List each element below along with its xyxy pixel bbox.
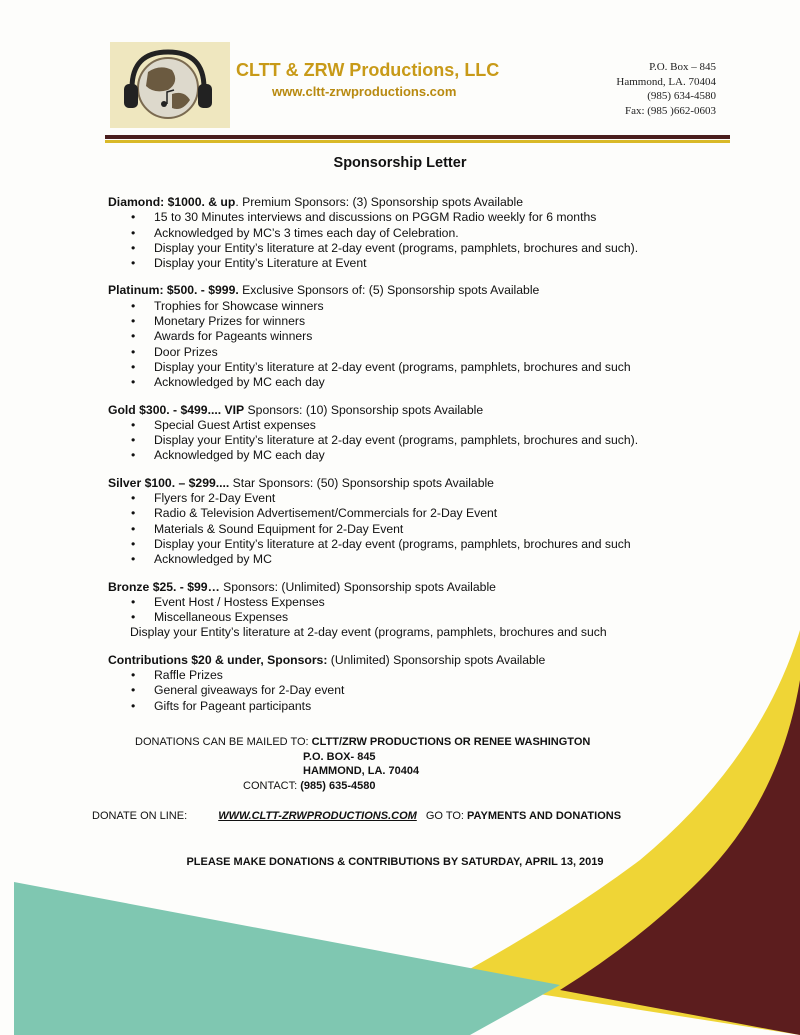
tier-name: Diamond: $1000. & up (108, 195, 236, 209)
tier-name: Platinum: $500. - $999. (108, 283, 239, 298)
donate-online-label: DONATE ON LINE: (92, 810, 188, 822)
list-item: • Display your Entity’s literature at 2-day event (programs, pamphlets, brochures and such (154, 537, 708, 552)
list-item: • Event Host / Hostess Expenses (154, 595, 708, 610)
tier-name: Contributions $20 & under, Sponsors: (108, 652, 328, 667)
tier-heading (108, 580, 708, 595)
list-item: • Monetary Prizes for winners (154, 314, 708, 329)
address-line: Hammond, LA. 70404 (616, 75, 716, 88)
tier-silver (108, 476, 708, 568)
header-divider (105, 135, 730, 139)
tier-heading (108, 476, 708, 491)
tier-contributions (108, 653, 708, 714)
contact-label: CONTACT: (243, 779, 301, 792)
tier-heading (108, 283, 708, 298)
tier-platinum (108, 283, 708, 390)
list-item: • Display your Entity’s literature at 2-day event (programs, pamphlets, brochures and such). (154, 433, 708, 448)
list-item: • 15 to 30 Minutes interviews and discussions on PGGM Radio weekly for 6 months (154, 210, 708, 225)
donation-website-link[interactable]: WWW.CLTT-ZRWPRODUCTIONS.COM (218, 810, 417, 822)
mail-recipient: CLTT/ZRW PRODUCTIONS OR RENEE WASHINGTON (311, 736, 591, 748)
company-address (616, 60, 716, 118)
list-item: • General giveaways for 2-Day event (154, 683, 708, 698)
list-item: • Raffle Prizes (154, 668, 708, 683)
tier-name: Gold $300. - $499.... VIP (108, 402, 245, 417)
tier-heading (108, 653, 708, 668)
mail-line (135, 735, 590, 750)
tier-heading (108, 403, 708, 418)
mail-address-line: P.O. BOX- 845 (303, 750, 376, 763)
tier-name: Bronze $25. - $99… (108, 579, 220, 594)
mail-address-line: HAMMOND, LA. 70404 (303, 765, 420, 777)
globe-headphones-icon (110, 42, 230, 128)
list-item: • Display your Entity’s Literature at Event (154, 256, 708, 271)
list-item: • Materials & Sound Equipment for 2-Day Event (154, 522, 708, 537)
sponsorship-tiers (108, 195, 708, 726)
tier-description: Star Sponsors: (50) Sponsorship spots Available (229, 475, 494, 490)
list-item: • Acknowledged by MC’s 3 times each day of Celebration. (154, 226, 708, 241)
donate-online (92, 810, 621, 822)
tier-heading (108, 195, 708, 210)
tier-description: Sponsors: (Unlimited) Sponsorship spots Available (219, 579, 496, 594)
list-item: • Awards for Pageants winners (154, 329, 708, 344)
list-item: • Gifts for Pageant participants (154, 699, 708, 714)
tier-bronze (108, 580, 708, 641)
contact-line (135, 779, 590, 794)
tier-diamond (108, 195, 708, 271)
list-item: • Acknowledged by MC (154, 552, 708, 567)
tier-benefits (108, 418, 708, 464)
donation-deadline: PLEASE MAKE DONATIONS & CONTRIBUTIONS BY SATURDAY, APRIL 13, 2019 (186, 856, 604, 868)
tier-benefits (108, 595, 708, 626)
list-item: • Acknowledged by MC each day (154, 448, 708, 463)
goto-label: GO TO: (425, 810, 468, 822)
mail-intro: DONATIONS CAN BE MAILED TO: (135, 736, 312, 748)
company-website[interactable]: www.cltt-zrwproductions.com (272, 84, 457, 99)
phone-line: (985) 634-4580 (647, 90, 716, 102)
tier-note: Display your Entity’s literature at 2-day event (programs, pamphlets, brochures and such (130, 625, 607, 640)
list-item: • Trophies for Showcase winners (154, 299, 708, 314)
list-item: • Door Prizes (154, 345, 708, 360)
address-line: P.O. Box – 845 (649, 61, 716, 73)
header-divider-accent (105, 140, 730, 143)
tier-description: Sponsors: (10) Sponsorship spots Available (244, 402, 484, 417)
tier-description: (Unlimited) Sponsorship spots Available (327, 652, 546, 667)
tier-benefits (108, 491, 708, 567)
list-item: • Acknowledged by MC each day (154, 375, 708, 390)
tier-description: Exclusive Sponsors of: (5) Sponsorship spots Available (238, 283, 540, 298)
tier-benefits (108, 210, 708, 271)
teal-swoosh (14, 882, 560, 1035)
tier-description: . Premium Sponsors: (3) Sponsorship spots Available (235, 195, 524, 209)
list-item: • Display your Entity’s literature at 2-day event (programs, pamphlets, brochures and such (154, 360, 708, 375)
company-name: CLTT & ZRW Productions, LLC (236, 60, 500, 80)
goto-destination: PAYMENTS AND DONATIONS (467, 810, 622, 822)
mailing-info (135, 735, 590, 793)
tier-benefits (108, 299, 708, 391)
contact-phone: (985) 635-4580 (300, 779, 376, 792)
page-title: Sponsorship Letter (333, 155, 467, 171)
list-item: • Display your Entity’s literature at 2-day event (programs, pamphlets, brochures and such). (154, 241, 708, 256)
tier-benefits (108, 668, 708, 714)
tier-name: Silver $100. – $299.... (108, 475, 230, 490)
fax-line: Fax: (985 )662-0603 (624, 104, 716, 117)
list-item: • Miscellaneous Expenses (154, 610, 708, 625)
list-item: • Special Guest Artist expenses (154, 418, 708, 433)
tier-gold (108, 403, 708, 464)
company-logo (110, 42, 230, 128)
list-item: • Flyers for 2-Day Event (154, 491, 708, 506)
list-item: • Radio & Television Advertisement/Commercials for 2-Day Event (154, 506, 708, 521)
